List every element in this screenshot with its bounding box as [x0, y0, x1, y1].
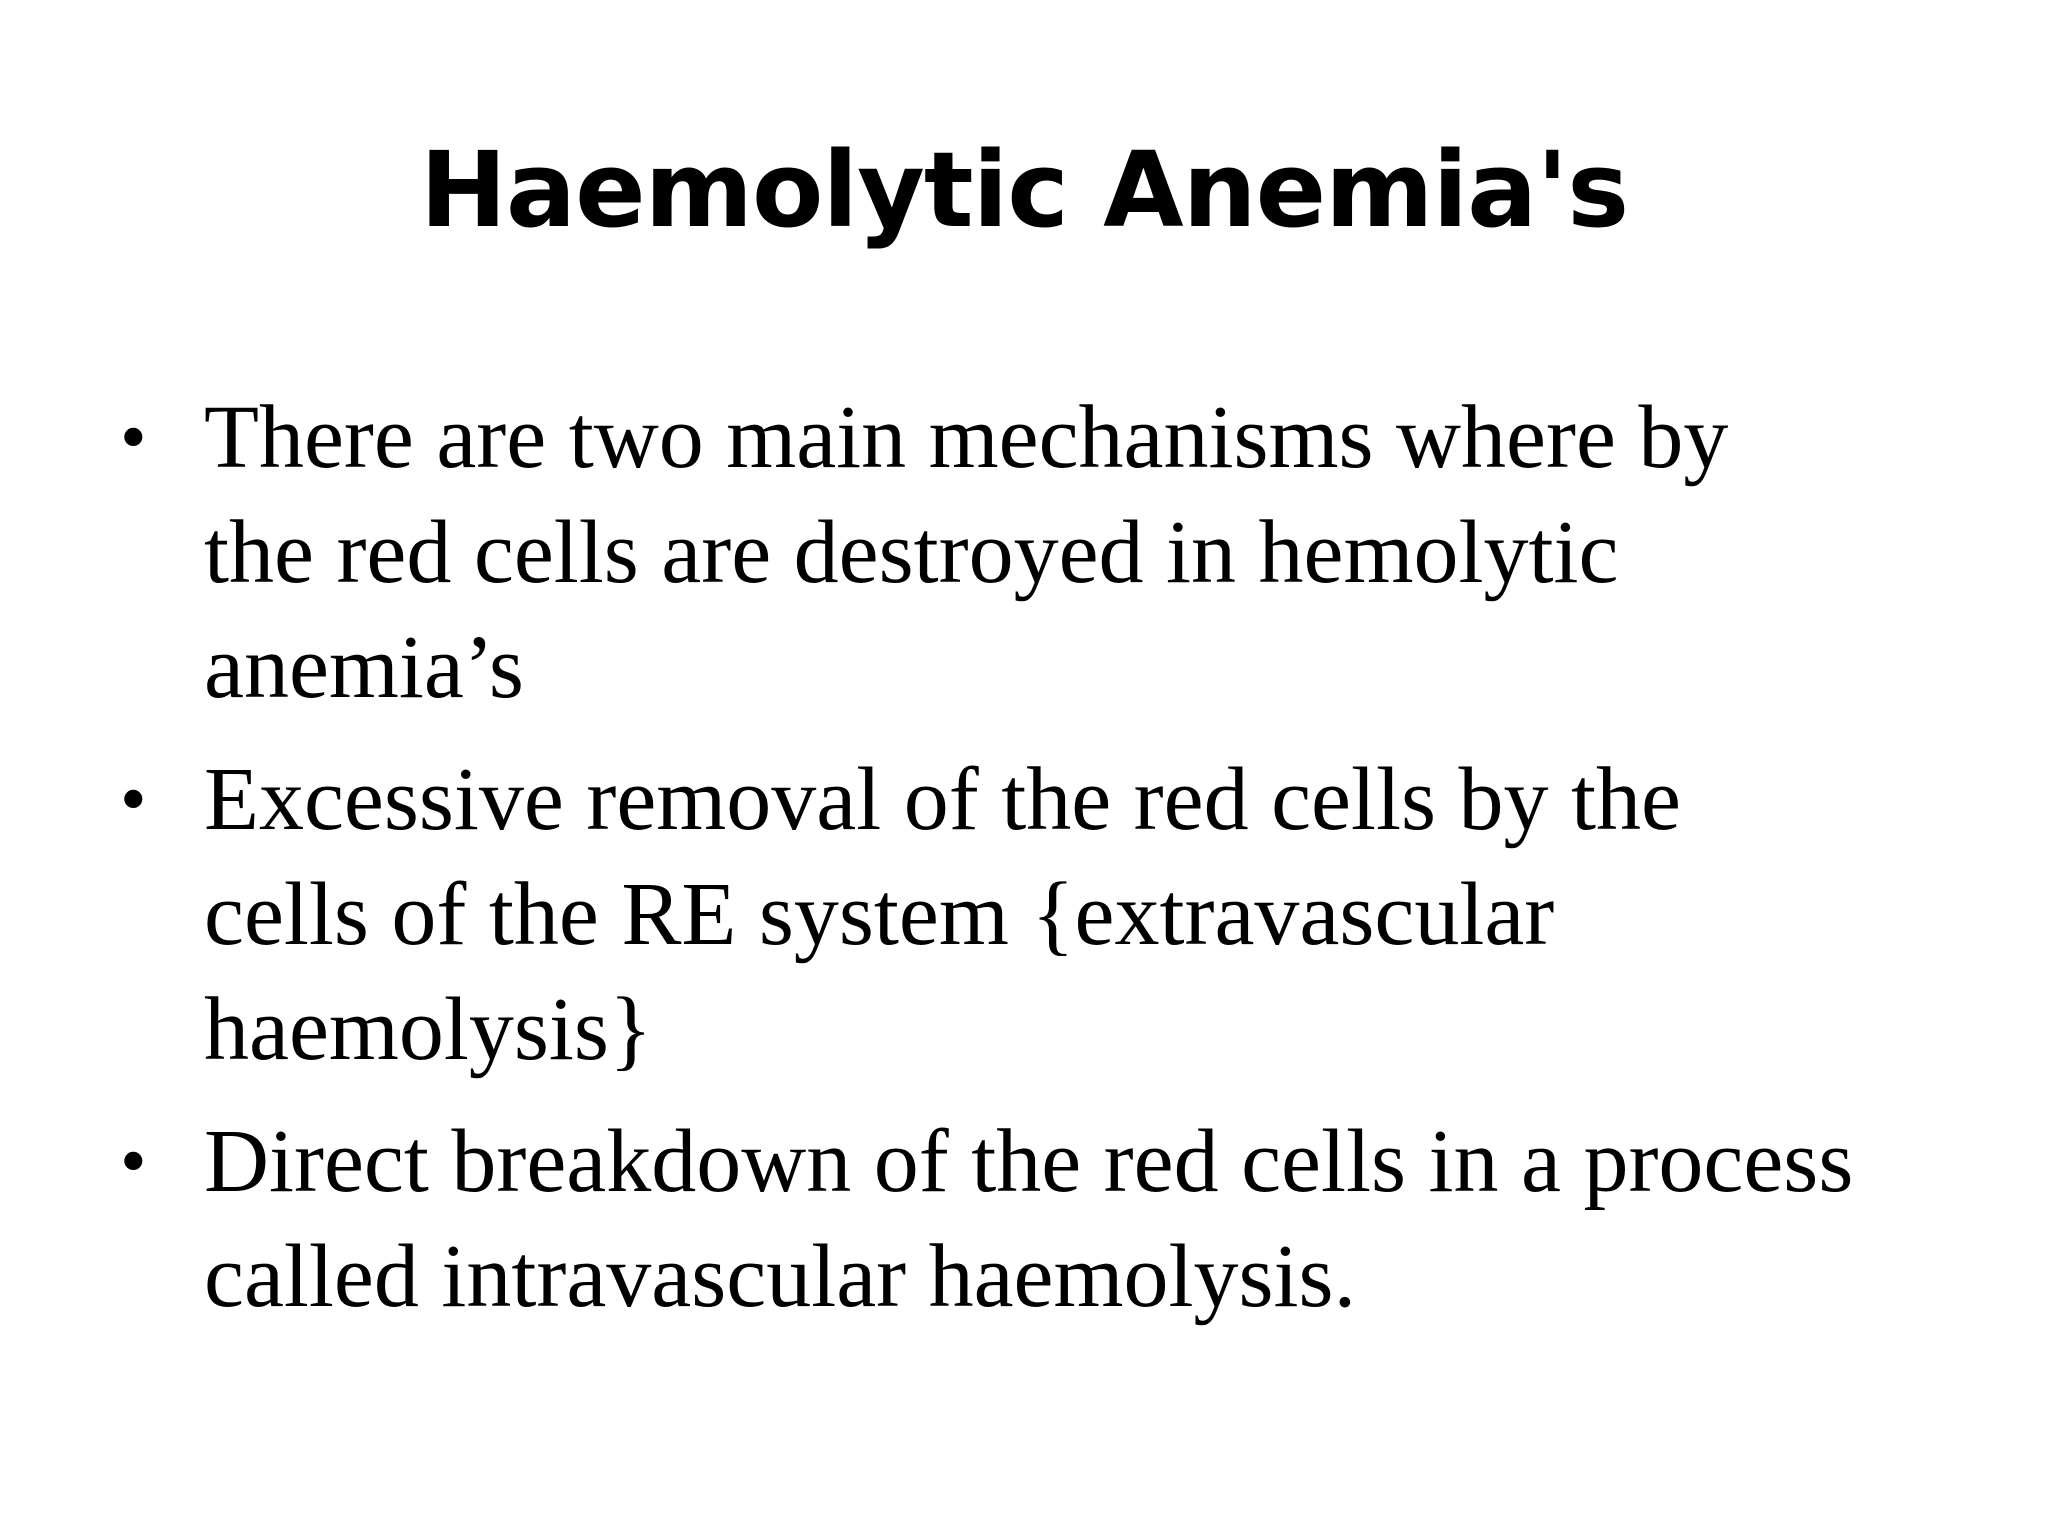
- bullet-text-line: Excessive removal of the red cells by the: [204, 750, 1681, 849]
- bullet-text-line: haemolysis}: [204, 980, 653, 1079]
- bullet-text-line: There are two main mechanisms where by: [204, 388, 1729, 487]
- bullet-text-line: cells of the RE system {extravascular: [204, 865, 1555, 964]
- bullet-text-line: anemia’s: [204, 618, 524, 717]
- bullet-list: [120, 380, 1960, 1351]
- bullet-item: [120, 1104, 1960, 1334]
- bullet-text-line: Direct breakdown of the red cells in a process: [204, 1112, 1854, 1211]
- bullet-text-line: called intravascular haemolysis.: [204, 1227, 1357, 1326]
- bullet-item: [120, 742, 1960, 1087]
- bullet-text-line: the red cells are destroyed in hemolytic: [204, 503, 1619, 602]
- bullet-dot-icon: •: [120, 395, 147, 479]
- slide-title: Haemolytic Anemia's: [419, 129, 1629, 251]
- bullet-dot-icon: •: [120, 757, 147, 841]
- bullet-dot-icon: •: [120, 1119, 147, 1203]
- bullet-item: [120, 380, 1960, 725]
